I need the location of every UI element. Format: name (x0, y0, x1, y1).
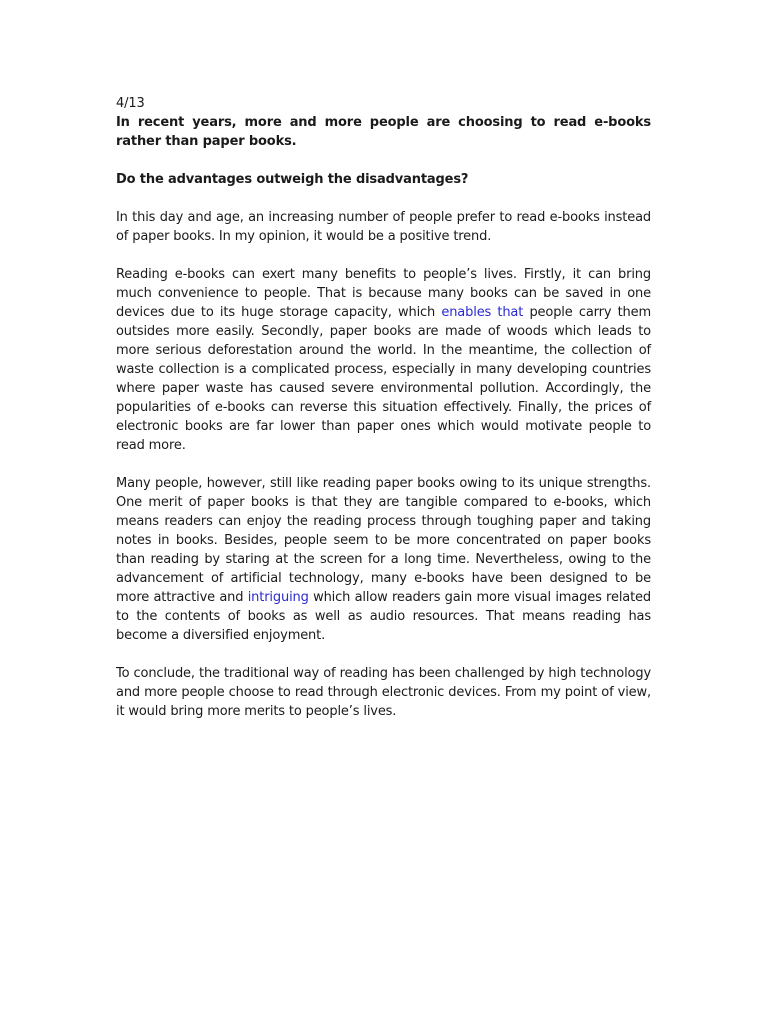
spacer (116, 151, 651, 170)
date-label: 4/13 (116, 96, 145, 111)
essay-question: Do the advantages outweigh the disadvantages? (116, 172, 469, 187)
highlighted-phrase: enables that (441, 305, 524, 320)
body-paragraph-advantages (116, 265, 651, 455)
paragraph-text: Reading e-books can exert many benefits to people’s lives. Firstly, it can bring much convenience to people. That is because many books can be saved in one devices due to its huge storage capacity, which (116, 267, 651, 320)
paragraph-text: which allow readers gain more visual images related to the contents of books as well as audio resources. That means reading has become a diversified enjoyment. (116, 590, 651, 643)
highlighted-phrase: intriguing (247, 590, 309, 605)
body-paragraph-disadvantages (116, 474, 651, 645)
spacer (116, 189, 651, 208)
intro-paragraph: In this day and age, an increasing number of people prefer to read e-books instead of paper books. In my opinion, it would be a positive trend. (116, 210, 651, 244)
essay-body (116, 94, 651, 721)
conclusion-paragraph: To conclude, the traditional way of reading has been challenged by high technology and more people choose to read through electronic devices. From my point of view, it would bring more merits to people’s lives. (116, 666, 651, 719)
essay-prompt: In recent years, more and more people are choosing to read e-books rather than paper books. (116, 115, 651, 149)
spacer (116, 645, 651, 664)
spacer (116, 246, 651, 265)
paragraph-text: people carry them outsides more easily. Secondly, paper books are made of woods which leads to more serious deforestation around the world. In the meantime, the collection of waste collection is a complicated process, especially in many developing countries where paper waste has caused severe environmental pollution. Accordingly, the popularities of e-books can reverse this situation effectively. Finally, the prices of electronic books are far lower than paper ones which would motivate people to read more. (116, 305, 651, 453)
spacer (116, 455, 651, 474)
paragraph-text: Many people, however, still like reading paper books owing to its unique strengths. One merit of paper books is that they are tangible compared to e-books, which means readers can enjoy the reading process through toughing paper and taking notes in books. Besides, people seem to be more concentrated on paper books than reading by staring at the screen for a long time. Nevertheless, owing to the advancement of artificial technology, many e-books have been designed to be more attractive and (116, 476, 651, 605)
